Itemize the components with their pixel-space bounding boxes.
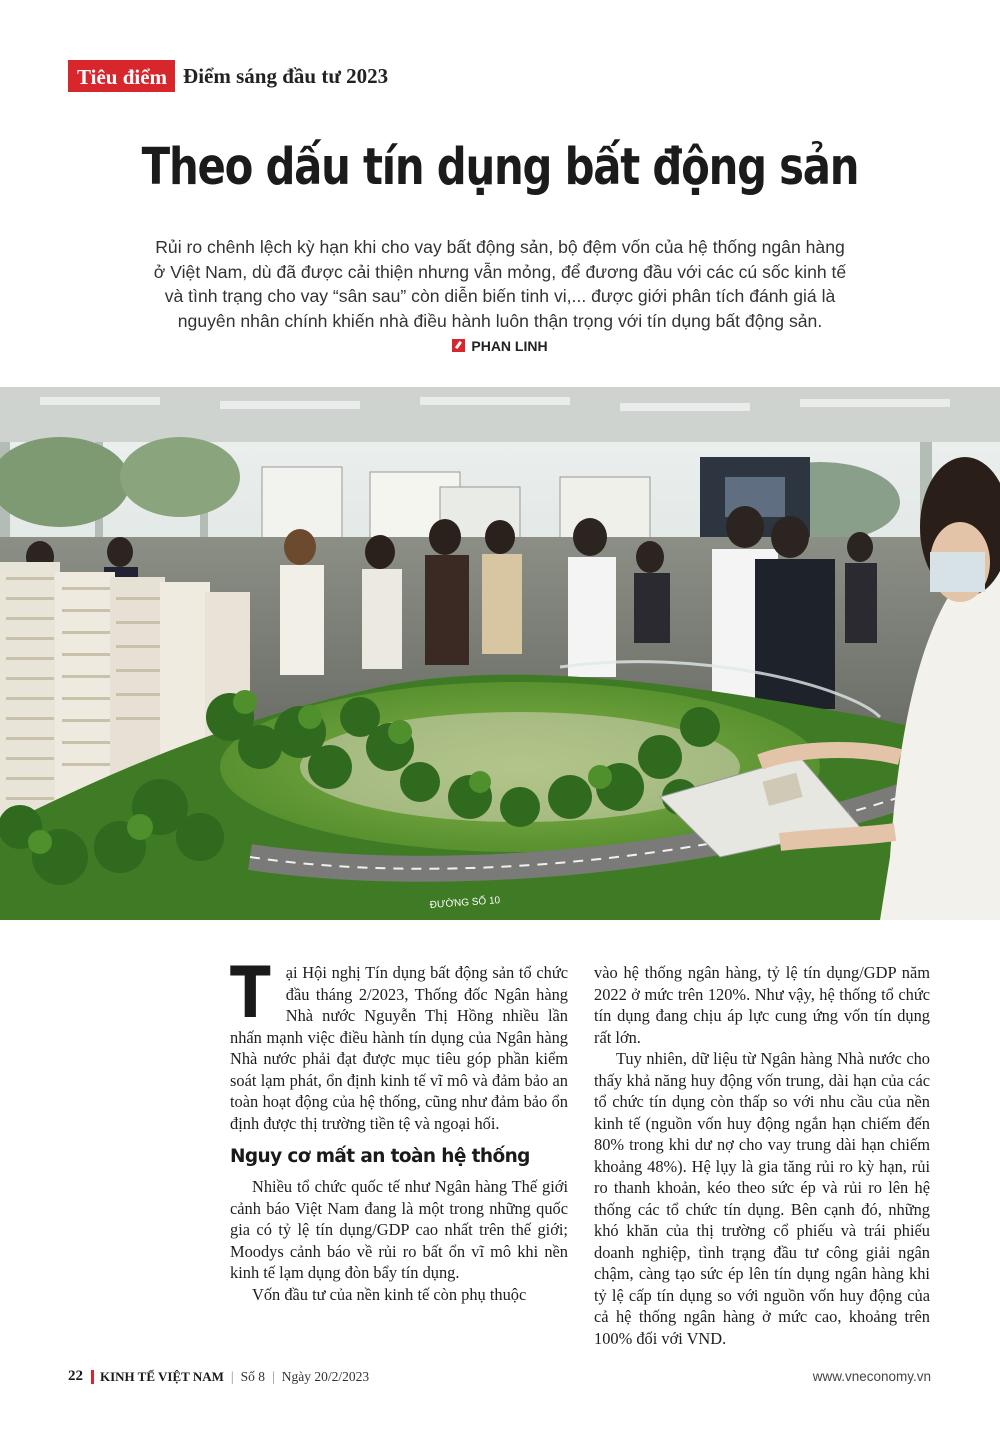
website-link[interactable]: www.vneconomy.vn — [812, 1369, 931, 1384]
body-column-left — [230, 952, 568, 1305]
pen-icon — [452, 339, 465, 352]
issue-number: Số 8 — [240, 1368, 265, 1384]
article-photo — [0, 387, 1000, 920]
paragraph: vào hệ thống ngân hàng, tỷ lệ tín dụng/GDP năm 2022 ở mức trên 120%. Như vậy, hệ thống tổ chức tín dụng đang chịu áp lực cung ứng vốn tín dụng rất lớn. — [594, 963, 930, 1047]
section-header — [68, 60, 388, 92]
separator: | — [230, 1368, 234, 1384]
footer-red-bar — [91, 1370, 94, 1384]
section-subtitle: Điểm sáng đầu tư 2023 — [183, 64, 389, 88]
page-number: 22 — [68, 1368, 83, 1384]
section-subhead: Nguy cơ mất an toàn hệ thống — [230, 1146, 530, 1167]
paragraph: Nhiều tổ chức quốc tế như Ngân hàng Thế giới cảnh báo Việt Nam đang là một trong những quốc gia có tỷ lệ tín dụng/GDP cao nhất trên thế giới; Moodys cảnh báo về rủi ro bất ổn vĩ mô khi nền kinh tế lạm dụng đòn bẩy tín dụng. — [230, 1177, 568, 1282]
article-lead: Rủi ro chênh lệch kỳ hạn khi cho vay bất động sản, bộ đệm vốn của hệ thống ngân hàng ở Việt Nam, dù đã được cải thiện nhưng vẫn mỏng, để đương đầu với các cú sốc kinh tế và tình trạng cho vay “sân sau” còn diễn biến tinh vi,... được giới phân tích đánh giá là nguyên nhân chính khiến nhà điều hành luôn thận trọng với tín dụng bất động sản. — [153, 237, 847, 331]
author-name: PHAN LINH — [471, 338, 548, 354]
dropcap: T — [230, 952, 271, 1034]
page-footer — [68, 1368, 931, 1390]
issue-date: Ngày 20/2/2023 — [281, 1368, 370, 1384]
paragraph: Tuy nhiên, dữ liệu từ Ngân hàng Nhà nước cho thấy khả năng huy động vốn trung, dài hạn của các tổ chức tín dụng còn thấp so với nhu cầu của nền kinh tế (nguồn vốn huy động ngắn hạn chiếm đến 80% trong khi dư nợ cho vay trung dài hạn chiếm khoảng 48%). Hệ lụy là gia tăng rủi ro kỳ hạn, rủi ro thanh khoản, kéo theo sức ép và rủi ro lên hệ thống các tổ chức tín dụng. Bên cạnh đó, những khó khăn của thị trường cổ phiếu và trái phiếu doanh nghiệp, tình trạng đầu tư công giải ngân chậm, càng tạo sức ép lên tín dụng ngân hàng khi tỷ lệ cấp tín dụng so với nguồn vốn huy động của cả hệ thống ngân hàng ở mức cao, khoảng trên 100% đối với VND. — [594, 1049, 930, 1348]
article-title: Theo dấu tín dụng bất động sản — [141, 138, 859, 197]
byline — [0, 338, 1000, 354]
paragraph-intro-text: ại Hội nghị Tín dụng bất động sản tổ chức đầu tháng 2/2023, Thống đốc Ngân hàng Nhà nước Nguyễn Thị Hồng nhiều lần nhấn mạnh việc điều hành tín dụng của Ngân hàng Nhà nước phải đạt được mục tiêu góp phần kiểm soát lạm phát, ổn định kinh tế vĩ mô và đảm bảo an toàn hoạt động của hệ thống, cũng như đảm bảo ổn định được thị trường tiền tệ và ngoại hối. — [230, 963, 568, 1133]
footer-left — [68, 1368, 369, 1385]
separator: | — [272, 1368, 275, 1384]
paragraph-intro — [230, 952, 568, 1134]
model-street-sign: ĐƯỜNG SỐ 10 — [429, 895, 501, 911]
magazine-name: KINH TẾ VIỆT NAM — [100, 1368, 224, 1384]
body-column-right — [594, 962, 930, 1349]
paragraph: Vốn đầu tư của nền kinh tế còn phụ thuộc — [252, 1284, 527, 1304]
section-tag: Tiêu điểm — [68, 60, 175, 92]
